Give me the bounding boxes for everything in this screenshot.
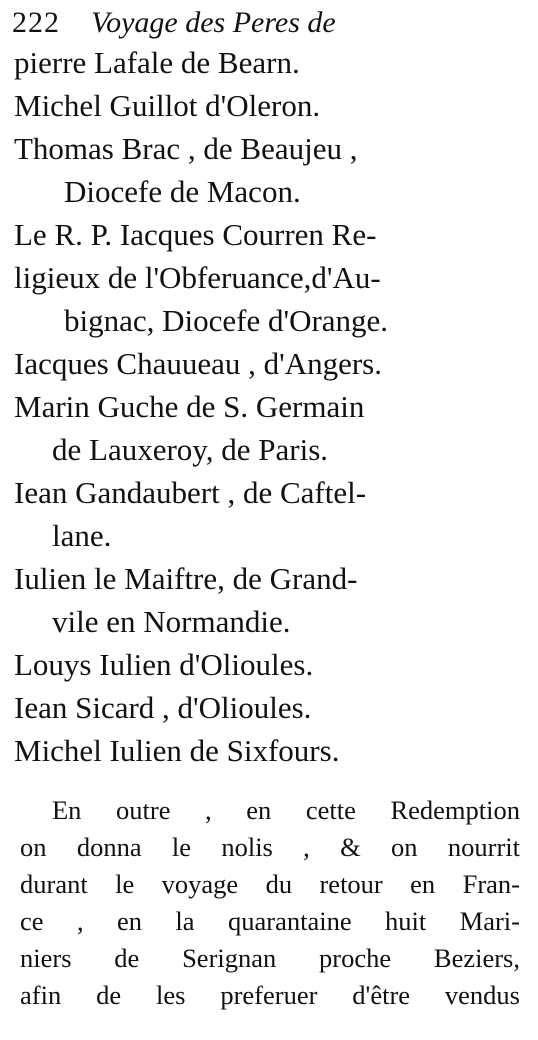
list-item: lane. [52, 518, 112, 553]
paragraph-line: on donna le nolis , & on nourrit [20, 832, 520, 862]
page-number: 222 [12, 6, 60, 39]
paragraph-line: afin de les preferuer d'être vendus [20, 980, 520, 1010]
list-item: Diocefe de Macon. [64, 174, 301, 209]
paragraph-line: durant le voyage du retour en Fran- [20, 869, 520, 899]
list-item: Iulien le Maiftre, de Grand- [14, 561, 358, 596]
list-item: Le R. P. Iacques Courren Re- [14, 217, 377, 252]
list-item: bignac, Diocefe d'Orange. [64, 303, 389, 338]
list-item: de Lauxeroy, de Paris. [52, 432, 329, 467]
list-item: ligieux de l'Obferuance,d'Au- [14, 260, 381, 295]
paragraph-line: niers de Serignan proche Beziers, [20, 943, 520, 973]
paragraph-line: En outre , en cette Redemption [52, 795, 520, 825]
list-item: vile en Normandie. [52, 604, 291, 639]
list-item: Louys Iulien d'Olioules. [14, 647, 314, 682]
list-item: Thomas Brac , de Beaujeu , [14, 131, 358, 166]
list-item: Michel Iulien de Sixfours. [14, 733, 340, 768]
page-header [12, 6, 532, 46]
list-item: Iacques Chauueau , d'Angers. [14, 346, 382, 381]
list-item: Michel Guillot d'Oleron. [14, 88, 321, 123]
list-item: Iean Gandaubert , de Caftel- [14, 475, 367, 510]
list-item: pierre Lafale de Bearn. [14, 45, 300, 80]
running-title: Voyage des Peres de [91, 6, 336, 39]
paragraph-line: ce , en la quarantaine huit Mari- [20, 906, 520, 936]
list-item: Iean Sicard , d'Olioules. [14, 690, 312, 725]
list-item: Marin Guche de S. Germain [14, 389, 365, 424]
